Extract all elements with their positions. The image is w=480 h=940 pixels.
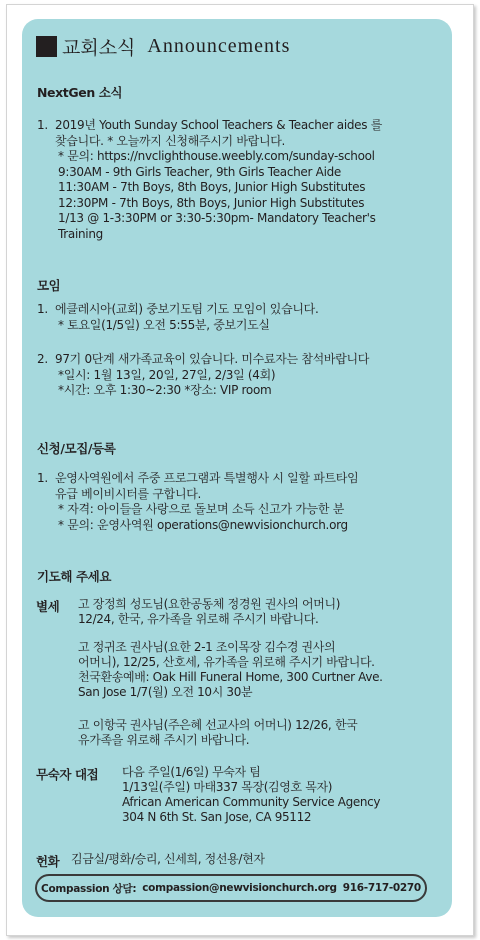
meetings-item-2 (37, 352, 437, 399)
item-line: Training (58, 226, 103, 241)
item-line: * 자격: 아이들을 사랑으로 돌보며 소득 신고가 가능한 분 (58, 502, 344, 516)
fasting-line: African American Community Service Agency (122, 795, 381, 809)
item-line: *일시: 1월 13일, 20일, 27일, 2/3일 (4회) (58, 367, 276, 382)
square-bullet-icon (36, 36, 57, 57)
item-number: 1. (37, 471, 48, 485)
compassion-phone[interactable]: 916-717-0270 (342, 882, 421, 894)
fasting-line: 다음 주일(1/6일) 무숙자 팀 (122, 765, 261, 779)
apply-item-1 (37, 471, 437, 533)
flowers-label: 헌화 (36, 854, 60, 869)
item-line: 11:30AM - 7th Boys, 8th Boys, Junior High Substitutes (58, 180, 366, 194)
item-number: 2. (37, 352, 48, 366)
notice-line: 유가족을 위로해 주시기 바랍니다. (78, 733, 250, 747)
compassion-label: Compassion 상담: (41, 882, 137, 895)
header-title-english: Announcements (147, 34, 291, 57)
item-line: 9:30AM - 9th Girls Teacher, 9th Girls Teacher Aide (58, 164, 342, 179)
item-line: * 토요일(1/5일) 오전 5:55분, 중보기도실 (58, 317, 270, 332)
compassion-contact-banner (35, 874, 427, 902)
section-title-nextgen: NextGen 소식 (37, 85, 123, 100)
contact-url: * 문의: https://nvclighthouse.weebly.com/sunday-school (58, 149, 375, 163)
contact-email: * 문의: 운영사역원 operations@newvisionchurch.org (58, 517, 348, 532)
meetings-item-1 (37, 302, 437, 333)
item-line: 2019년 Youth Sunday School Teachers & Teacher aides 를 (55, 118, 383, 132)
item-line: 유급 베이비시터를 구합니다. (55, 486, 202, 501)
bereavement-notice-1 (78, 597, 340, 627)
item-line: 찾습니다. * 오늘까지 신청해주시기 바랍니다. (55, 133, 286, 148)
notice-line: San Jose 1/7(월) 오전 10시 30분 (78, 685, 253, 699)
notice-line: 어머니), 12/25, 산호세, 유가족을 위로해 주시기 바랍니다. (78, 655, 375, 669)
notice-line: 천국환송예배: Oak Hill Funeral Home, 300 Curtner Ave. (78, 670, 383, 684)
section-title-prayer: 기도해 주세요 (37, 569, 112, 584)
item-line: 1/13 @ 1-3:30PM or 3:30-5:30pm- Mandatory Teacher's (58, 211, 376, 225)
item-line: 12:30PM - 7th Boys, 8th Boys, Junior High Substitutes (58, 195, 365, 210)
header (36, 32, 290, 60)
item-number: 1. (37, 118, 48, 132)
item-line: 97기 0단계 새가족교육이 있습니다. 미수료자는 참석바랍니다 (55, 352, 370, 366)
bereavement-notice-2 (78, 640, 383, 700)
notice-line: 고 정귀조 권사님(요한 2-1 조이목장 김수경 권사의 (78, 640, 336, 654)
fasting-details (122, 765, 380, 825)
notice-line: 12/24, 한국, 유가족을 위로해 주시기 바랍니다. (78, 612, 319, 626)
item-line: *시간: 오후 1:30~2:30 *장소: VIP room (58, 383, 272, 397)
section-title-apply: 신청/모집/등록 (37, 441, 116, 456)
fasting-line: 304 N 6th St. San Jose, CA 95112 (122, 810, 312, 824)
item-line: 운영사역원에서 주중 프로그램과 특별행사 시 일할 파트타임 (55, 471, 359, 485)
nextgen-item-1 (37, 118, 437, 242)
notice-line: 고 장정희 성도님(요한공동체 정경원 권사의 어머니) (78, 597, 341, 611)
flowers-text: 김금실/평화/승리, 신세희, 정선용/현자 (71, 852, 265, 866)
bereavement-label: 별세 (36, 599, 60, 614)
fasting-label: 무숙자 대접 (36, 767, 99, 782)
notice-line: 고 이항국 권사님(주은혜 선교사의 어머니) 12/26, 한국 (78, 718, 358, 732)
item-line: 에클레시아(교회) 중보기도팀 기도 모임이 있습니다. (55, 302, 319, 316)
header-title-korean: 교회소식 (62, 36, 136, 59)
bereavement-notice-3 (78, 718, 357, 748)
item-number: 1. (37, 302, 48, 316)
compassion-email[interactable]: compassion@newvisionchurch.org (142, 882, 337, 894)
fasting-line: 1/13일(주일) 마태337 목장(김영호 목자) (122, 780, 333, 794)
section-title-meetings: 모임 (37, 278, 61, 293)
